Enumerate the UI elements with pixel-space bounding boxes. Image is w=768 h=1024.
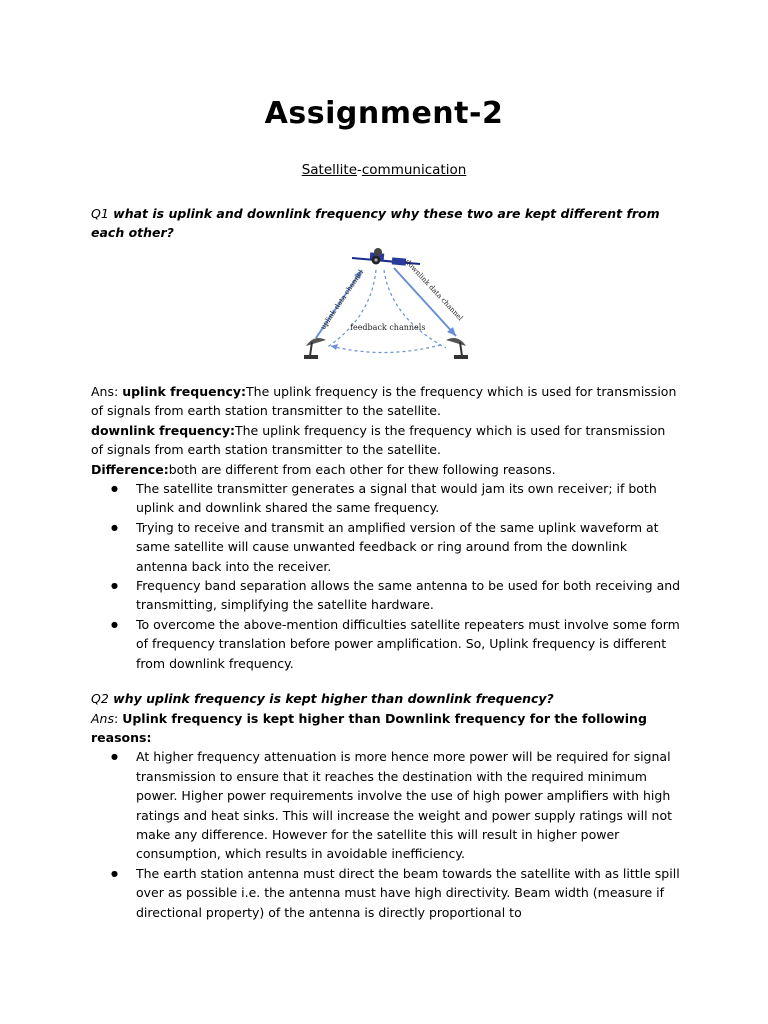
difference-term: Difference: <box>91 461 169 477</box>
list-item: ● Frequency band separation allows the same antenna to be used for both receiving and transmitting, simplifying the satellite hardware. <box>136 576 681 615</box>
list-item: ● At higher frequency attenuation is more hence more power will be required for signal transmission to ensure that it reaches the destination with the required minimum power. Higher power requirements involve the use of high power amplifiers with high ratings and heat sinks. This will increase the weight and power supply ratings will not make any difference. However for the satellite this will result in higher power consumption, which results in avoidable inefficiency. <box>136 747 681 863</box>
question-2 <box>91 689 681 708</box>
list-item: ● The earth station antenna must direct the beam towards the satellite with as little spill over as possible i.e. the antenna must have high directivity. Beam width (measure if directional property) of the antenna is directly proportional to <box>136 864 681 922</box>
difference-line <box>91 460 681 479</box>
uplink-text: The uplink frequency is the frequency which is used for transmission of signals from earth station transmitter to the satellite. <box>91 384 677 419</box>
subtitle-separator: - <box>357 162 362 178</box>
answer-2-colon: : <box>114 710 119 726</box>
answer-2-label: Ans <box>91 710 114 726</box>
uplink-label: uplink data channel <box>319 268 365 332</box>
difference-text: both are different from each other for thew following reasons. <box>168 461 556 477</box>
uplink-term: uplink frequency: <box>122 384 247 399</box>
page-title: Assignment-2 <box>264 96 504 131</box>
earth-station-right-icon <box>446 338 468 359</box>
question-1-number: Q1 <box>91 206 109 221</box>
feedback-curve-bottom <box>331 344 444 353</box>
subtitle <box>0 162 768 178</box>
downlink-definition <box>91 421 681 460</box>
ans-label: Ans: <box>91 384 119 399</box>
subtitle-word-1: Satellite <box>301 162 357 178</box>
uplink-definition <box>91 382 681 421</box>
downlink-term: downlink frequency: <box>91 422 235 438</box>
reasons-list <box>91 747 681 922</box>
question-2-text: why uplink frequency is kept higher than downlink frequency? <box>113 691 554 707</box>
question-2-number: Q2 <box>91 691 109 707</box>
list-item: ● The satellite transmitter generates a signal that would jam its own receiver; if both uplink and downlink shared the same frequency. <box>136 479 681 518</box>
question-1 <box>91 204 681 242</box>
subtitle-word-2: communication <box>361 162 467 178</box>
answer-body <box>91 382 681 922</box>
downlink-label: downlink data channel <box>403 257 465 323</box>
feedback-curve-right <box>384 270 446 348</box>
answer-2-lead-text: Uplink frequency is kept higher than Downlink frequency for the following reasons: <box>91 710 647 745</box>
question-1-text: what is uplink and downlink frequency why these two are kept different from each other? <box>91 206 660 240</box>
downlink-text: The uplink frequency is the frequency which is used for transmission of signals from earth station transmitter to the satellite. <box>91 422 666 458</box>
list-item: ● Trying to receive and transmit an amplified version of the same uplink waveform at same satellite will cause unwanted feedback or ring around from the downlink antenna back into the receiver. <box>136 518 681 576</box>
earth-station-left-icon <box>304 338 326 359</box>
answer-2-lead <box>91 709 681 748</box>
list-item: ● To overcome the above-mention difficulties satellite repeaters must involve some form of frequency translation before power amplification. So, Uplink frequency is different from downlink frequency. <box>136 615 681 673</box>
satellite-link-diagram <box>296 238 476 362</box>
feedback-label: feedback channels <box>350 323 426 332</box>
difference-list <box>91 479 681 673</box>
